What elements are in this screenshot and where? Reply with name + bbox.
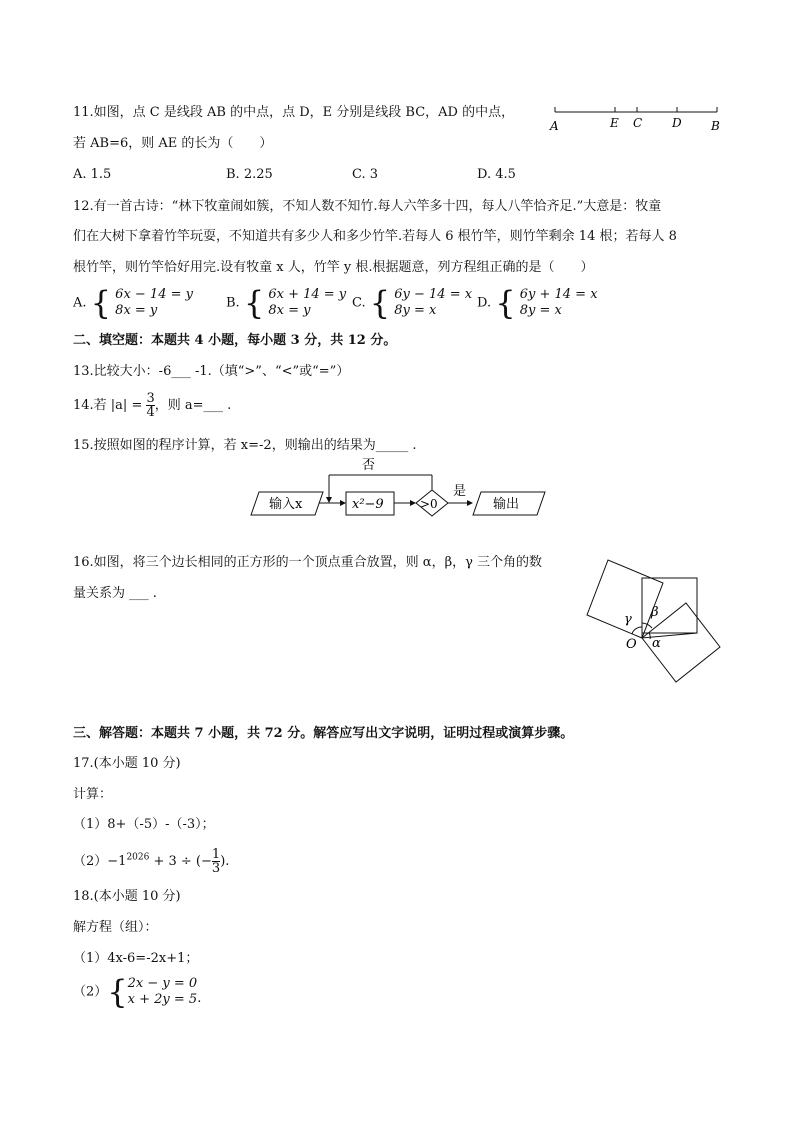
q12-option-c[interactable] [352, 284, 473, 323]
flow-no-label: 否 [362, 458, 376, 473]
label-beta: β [651, 605, 659, 620]
q12-option-b-label: B. [226, 295, 240, 311]
q15-flowchart [245, 455, 555, 525]
q17-part2: $(2)-1^{2026} + 3$ ÷ (− $\frac{1}{3}$ ). [73, 847, 230, 876]
q18-part2: （2）{ 2x − y = 0 x + 2y = 5 . [73, 973, 202, 1011]
q12-d-eq1: 6y + 14 = x [519, 287, 598, 302]
q11-option-c[interactable]: C. 3 [352, 167, 379, 182]
brace-icon: { [107, 973, 128, 1011]
q12-option-d-label: D. [477, 295, 492, 311]
q18-part1: （1）4x-6=-2x+1； [73, 951, 199, 966]
flow-input: 输入x [269, 497, 303, 512]
q12-line2: 们在大树下拿着竹竿玩耍，不知道共有多少人和多少竹竿.若每人 6 根竹竿，则竹竿剩余 14 根；若每人 8 [73, 229, 677, 244]
q12-d-eq2: 8y = x [519, 303, 562, 318]
label-b: B [711, 119, 720, 133]
brace-icon: { [243, 284, 265, 322]
q12-line3: 根竹竿，则竹竿恰好用完.设有牧童 x 人，竹竿 y 根.根据题意，列方程组正确的是（ ） [73, 260, 594, 275]
q17-part1: （1）8+（-5）-（-3）； [73, 817, 215, 832]
q11-segment-figure [545, 100, 730, 138]
label-alpha: α [652, 636, 661, 651]
q18-instruction: 解方程（组）： [73, 920, 158, 935]
q12-line1: 12.有一首古诗：“林下牧童闹如簇，不知人数不知竹.每人六竿多十四，每人八竿恰齐足.”大意是：牧童 [73, 199, 662, 214]
q12-a-eq2: 8x = y [115, 303, 158, 318]
brace-icon: { [369, 284, 391, 322]
q11-option-d[interactable]: D. 4.5 [477, 167, 516, 182]
q12-option-a[interactable] [73, 284, 193, 323]
q18-title: 18.(本小题 10 分) [73, 889, 181, 904]
q11-line1: 11.如图，点 C 是线段 AB 的中点，点 D，E 分别是线段 BC，AD 的中点， [73, 105, 515, 120]
q16-line2: 量关系为 ___ . [73, 586, 157, 601]
q17-instruction: 计算： [73, 787, 113, 802]
q11-option-a[interactable]: A. 1.5 [73, 167, 112, 182]
q12-a-eq1: 6x − 14 = y [115, 287, 193, 302]
brace-icon: { [495, 284, 516, 322]
label-e: E [610, 116, 619, 130]
q16-squares-figure [580, 555, 725, 685]
q12-b-eq2: 8x = y [268, 303, 311, 318]
q12-b-eq1: 6x + 14 = y [268, 287, 347, 302]
q11-option-b[interactable]: B. 2.25 [226, 167, 273, 182]
label-o: O [626, 637, 637, 652]
q12-option-b[interactable] [226, 284, 347, 323]
q12-c-eq2: 8y = x [394, 303, 437, 318]
label-c: C [633, 116, 643, 130]
label-gamma: γ [624, 612, 632, 627]
flow-output: 输出 [493, 497, 520, 512]
label-d: D [672, 116, 682, 130]
flow-yes-label: 是 [453, 484, 467, 499]
q12-option-c-label: C. [352, 295, 366, 311]
section3-heading: 三、解答题：本题共 7 小题，共 72 分。解答应写出文字说明，证明过程或演算步骤。 [73, 726, 574, 741]
q17-title: 17.(本小题 10 分) [73, 756, 181, 771]
q12-c-eq1: 6y − 14 = x [394, 287, 473, 302]
q14: 14.若 |a| = $\frac{3}{4}$ ，则 a=___ . [73, 391, 232, 420]
section2-heading: 二、填空题：本题共 4 小题，每小题 3 分，共 12 分。 [73, 333, 397, 348]
q12-option-d[interactable] [477, 284, 598, 323]
label-a: A [550, 119, 559, 133]
q12-option-a-label: A. [73, 295, 87, 311]
q11-line2: 若 AB=6，则 AE 的长为（ ） [73, 136, 273, 151]
q13: 13.比较大小：-6___ -1.（填“>”、“<”或“=”） [73, 364, 350, 379]
brace-icon: { [90, 284, 112, 322]
q15-text: 15.按照如图的程序计算，若 x=-2，则输出的结果为_____ . [73, 438, 417, 453]
q16-line1: 16.如图，将三个边长相同的正方形的一个顶点重合放置，则 α，β，γ 三个角的数 [73, 555, 543, 570]
flow-condition: >0 [420, 497, 438, 511]
flow-process: x²−9 [352, 497, 384, 512]
